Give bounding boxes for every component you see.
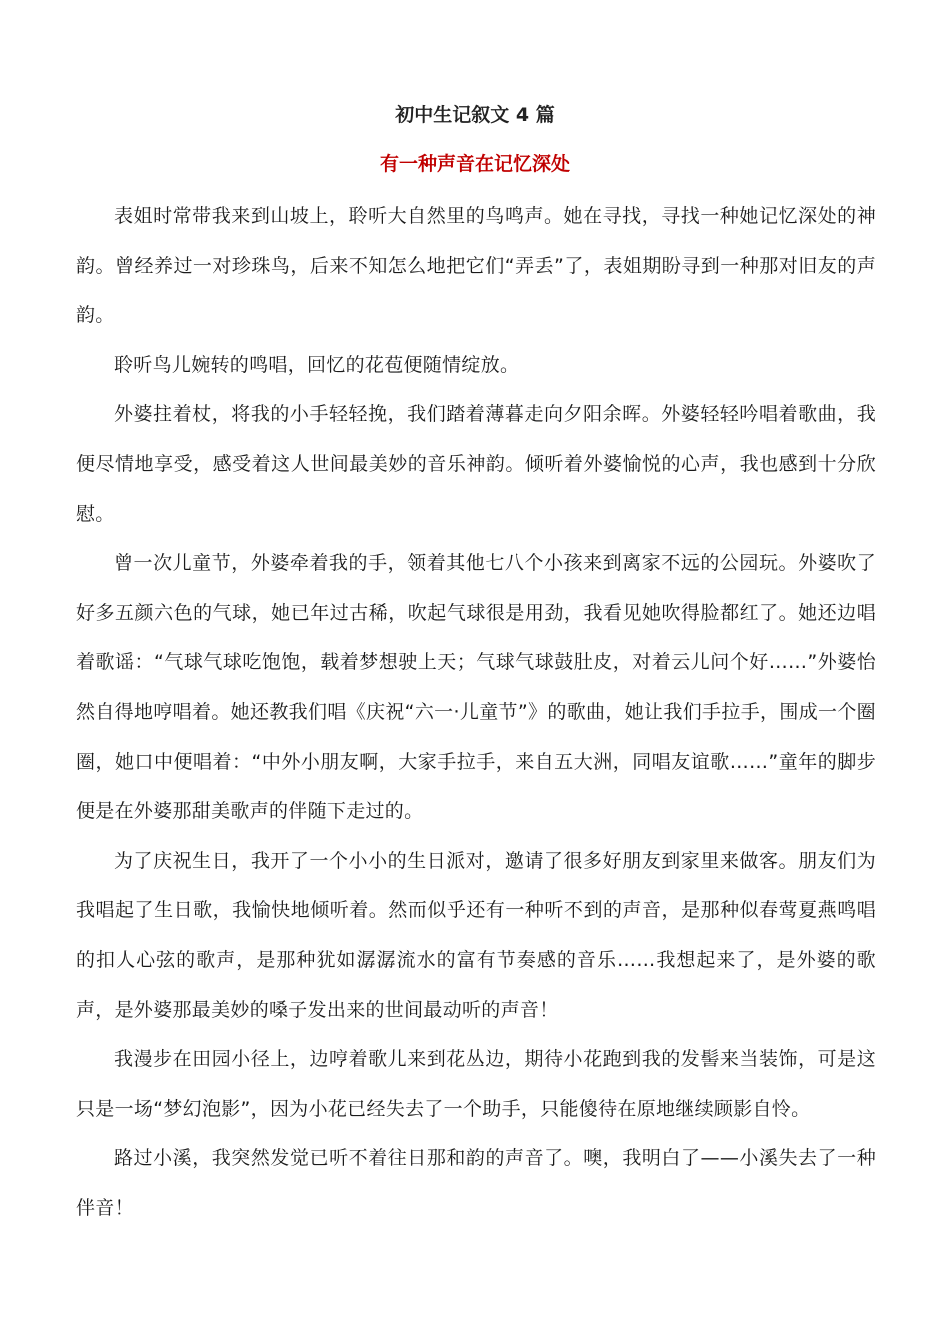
paragraph: 我漫步在田园小径上，边哼着歌儿来到花丛边，期待小花跑到我的发髻来当装饰，可是这只是一场“梦幻泡影”，因为小花已经失去了一个助手，只能傻待在原地继续顾影自怜。 (76, 1048, 876, 1120)
paragraph: 外婆拄着杖，将我的小手轻轻挽，我们踏着薄暮走向夕阳余晖。外婆轻轻吟唱着歌曲，我便尽情地享受，感受着这人世间最美妙的音乐神韵。倾听着外婆愉悦的心声，我也感到十分欣慰。 (76, 403, 876, 525)
document-title: 初中生记叙文 4 篇 (395, 104, 555, 126)
paragraph: 曾一次儿童节，外婆牵着我的手，领着其他七八个小孩来到离家不远的公园玩。外婆吹了好多五颜六色的气球，她已年过古稀，吹起气球很是用劲，我看见她吹得脸都红了。她还边唱着歌谣：“气球气球吃饱饱，载着梦想驶上天；气球气球鼓肚皮，对着云儿问个好……”外婆怡然自得地哼唱着。她还教我们唱《庆祝“六一·儿童节”》的歌曲，她让我们手拉手，围成一个圈圈，她口中便唱着：“中外小朋友啊，大家手拉手，来自五大洲，同唱友谊歌……”童年的脚步便是在外婆那甜美歌声的伴随下走过的。 (76, 552, 876, 823)
paragraph: 表姐时常带我来到山坡上，聆听大自然里的鸟鸣声。她在寻找，寻找一种她记忆深处的神韵。曾经养过一对珍珠鸟，后来不知怎么地把它们“弄丢”了，表姐期盼寻到一种那对旧友的声韵。 (76, 205, 876, 327)
paragraph: 为了庆祝生日，我开了一个小小的生日派对，邀请了很多好朋友到家里来做客。朋友们为我唱起了生日歌，我愉快地倾听着。然而似乎还有一种听不到的声音，是那种似春莺夏燕鸣唱的扣人心弦的歌声，是那种犹如潺潺流水的富有节奏感的音乐……我想起来了，是外婆的歌声，是外婆那最美妙的嗓子发出来的世间最动听的声音！ (76, 849, 876, 1021)
paragraph: 聆听鸟儿婉转的鸣唱，回忆的花苞便随情绽放。 (114, 353, 520, 376)
essay-body (76, 192, 876, 1233)
paragraph: 路过小溪，我突然发觉已听不着往日那和韵的声音了。噢，我明白了——小溪失去了一种伴音！ (76, 1147, 876, 1219)
essay-title: 有一种声音在记忆深处 (379, 153, 570, 175)
